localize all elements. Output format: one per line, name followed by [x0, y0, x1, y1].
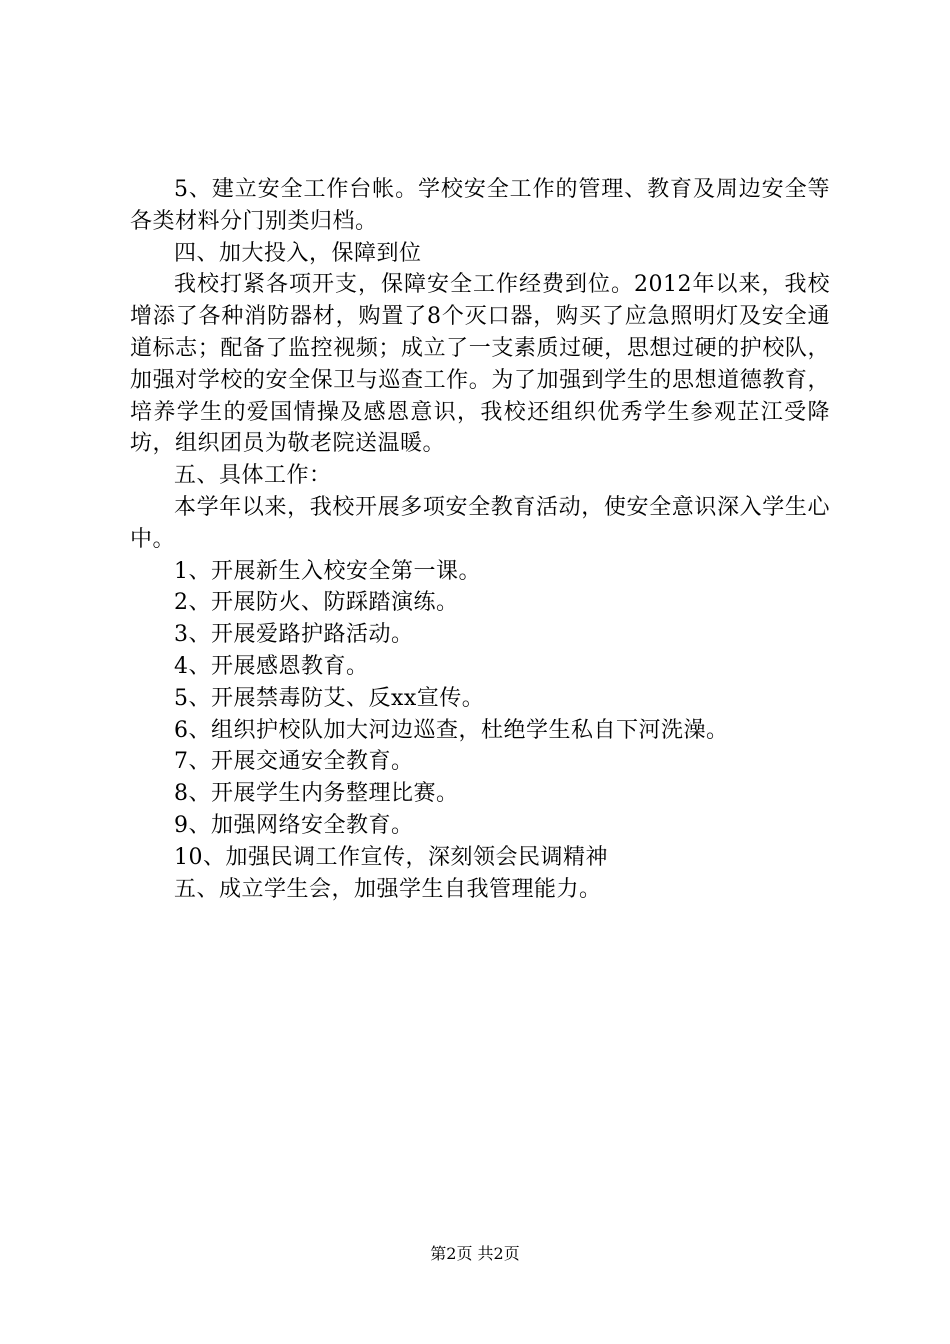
list-item: 10、加强民调工作宣传，深刻领会民调精神 [174, 844, 608, 870]
heading-investment: 四、加大投入，保障到位 [174, 240, 422, 266]
page-footer: 第2页 共2页 [430, 1244, 520, 1263]
list-item: 7、开展交通安全教育。 [174, 749, 414, 775]
list-item: 3、开展爱路护路活动。 [174, 622, 414, 648]
list-item: 6、组织护校队加大河边巡查，杜绝学生私自下河洗澡。 [174, 717, 729, 743]
heading-student-union: 五、成立学生会，加强学生自我管理能力。 [174, 876, 602, 902]
heading-specific-work: 五、具体工作： [174, 463, 332, 489]
document-body [130, 174, 830, 905]
paragraph-intro: 本学年以来，我校开展多项安全教育活动，使安全意识深入学生心中。 [130, 494, 830, 552]
list-item: 5、开展禁毒防艾、反xx宣传。 [174, 685, 485, 711]
list-item: 9、加强网络安全教育。 [174, 812, 414, 838]
list-item: 8、开展学生内务整理比赛。 [174, 781, 459, 807]
paragraph-investment: 我校打紧各项开支，保障安全工作经费到位。2012年以来，我校增添了各种消防器材，购置了8个灭口器，购买了应急照明灯及安全通道标志；配备了监控视频；成立了一支素质过硬，思想过硬的护校队，加强对学校的安全保卫与巡查工作。为了加强到学生的思想道德教育，培养学生的爱国情操及感恩意识，我校还组织优秀学生参观芷江受降坊，组织团员为敬老院送温暖。 [130, 272, 830, 457]
list-item: 2、开展防火、防踩踏演练。 [174, 590, 459, 616]
paragraph-ledger: 5、建立安全工作台帐。学校安全工作的管理、教育及周边安全等各类材料分门别类归档。 [130, 177, 830, 234]
list-item: 1、开展新生入校安全第一课。 [174, 558, 481, 584]
list-item: 4、开展感恩教育。 [174, 653, 369, 679]
